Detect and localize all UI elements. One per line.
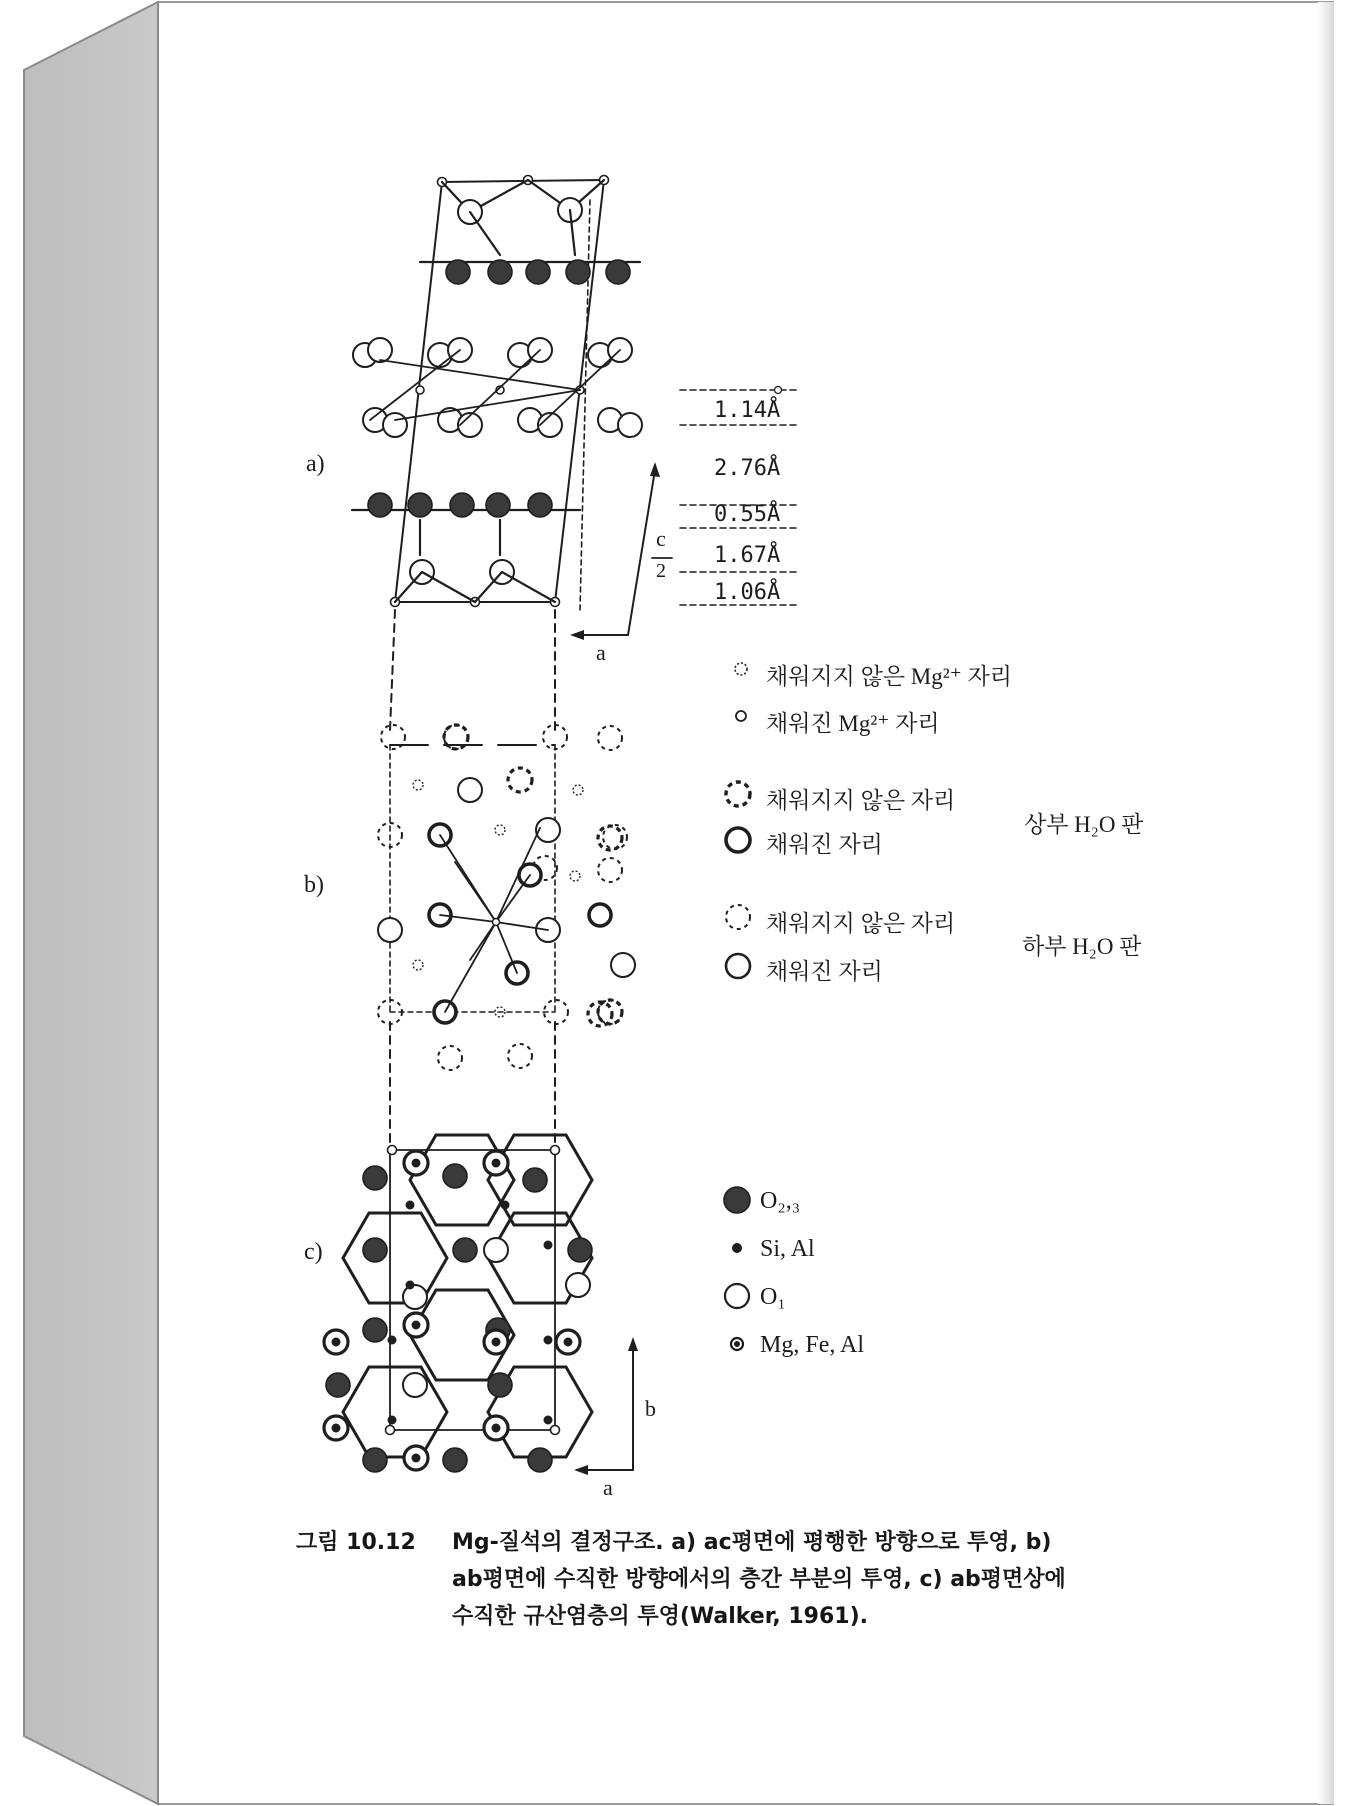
lower-filled-site (611, 953, 635, 977)
o23-filled-atom (326, 1373, 350, 1397)
upper-unfilled-site (508, 768, 532, 792)
spacing-1: 1.14Å (714, 398, 781, 423)
axis-label-b-bottom: b (645, 1396, 656, 1421)
caption-line-3: 수직한 규산염층의 투영(Walker, 1961). (452, 1604, 868, 1629)
spacing-3: 0.55Å (714, 502, 781, 527)
mg-fe-al-dot (332, 1338, 340, 1346)
mg-unfilled-site (573, 785, 583, 795)
bond-line (470, 212, 500, 255)
star-bond (445, 922, 496, 1012)
caption-body (452, 1524, 1212, 1635)
bond-line (395, 572, 422, 602)
o23-filled-atom (523, 1168, 547, 1192)
mg-fe-al-dot (492, 1424, 500, 1432)
mg-small-circle (551, 1426, 560, 1435)
o23-filled-atom (443, 1448, 467, 1472)
si-al-dot (388, 1336, 396, 1344)
bold-dashed-circle-icon (726, 782, 750, 806)
lower-filled-site (378, 918, 402, 942)
caption-line-2: ab평면에 수직한 방향에서의 층간 부분의 투영, c) ab평면상에 (452, 1567, 1066, 1592)
si-al-dot (406, 1281, 414, 1289)
o23-filled-atom (488, 260, 512, 284)
o1-open-atom (403, 1373, 427, 1397)
o23-filled-atom (568, 1238, 592, 1262)
legend-c-o1-label: O₁ (760, 1284, 786, 1310)
si-al-dot (544, 1336, 552, 1344)
o23-filled-atom (446, 260, 470, 284)
octahedral-bond (380, 360, 580, 390)
filled-circle-icon (724, 1187, 750, 1213)
o-water-atom (618, 413, 642, 437)
axis-label-a-bottom: a (603, 1475, 613, 1500)
o23-filled-atom (486, 493, 510, 517)
o-water-atom (368, 338, 392, 362)
connector-dashed-line (390, 610, 395, 730)
ring-dot-center (735, 1342, 740, 1347)
lower-filled-site (458, 778, 482, 802)
bold-circle-icon (726, 828, 750, 852)
circle-icon (726, 954, 750, 978)
mg-small-circle (388, 1146, 397, 1155)
o23-filled-atom (526, 260, 550, 284)
legend-lower-filled-label: 채워진 자리 (766, 959, 883, 984)
mg-unfilled-site (413, 780, 423, 790)
upper-filled-site (589, 904, 611, 926)
upper-unfilled-site (588, 1002, 612, 1026)
o23-filled-atom (528, 493, 552, 517)
caption-line-1: Mg-질석의 결정구조. a) ac평면에 평행한 방향으로 투영, b) (452, 1530, 1052, 1555)
mg-unfilled-site (570, 871, 580, 881)
si-al-dot (501, 1201, 509, 1209)
mg-small-circle (416, 386, 424, 394)
unfilled-water-site (598, 726, 622, 750)
o1-open-atom (484, 1238, 508, 1262)
small-circle-icon (736, 711, 746, 721)
star-bond (496, 875, 530, 922)
bond-line (422, 572, 475, 602)
spacing-marker (775, 387, 782, 394)
bond-line (475, 572, 502, 602)
legend-upper-unfilled-label: 채워지지 않은 자리 (766, 788, 956, 813)
axis-label-c-half-den: 2 (656, 560, 666, 582)
panel-label-a: a) (306, 451, 325, 477)
legend-mg-unfilled-label: 채워지지 않은 Mg²⁺ 자리 (766, 664, 1012, 689)
mg-fe-al-dot (492, 1338, 500, 1346)
o23-filled-atom (488, 1373, 512, 1397)
o23-filled-atom (368, 493, 392, 517)
star-bond (455, 862, 496, 922)
mg-fe-al-dot (412, 1321, 420, 1329)
o23-filled-atom (528, 1448, 552, 1472)
axis-label-a-top: a (596, 640, 606, 665)
c-axis-arrow (628, 470, 655, 635)
dotted-small-circle-icon (735, 663, 747, 675)
legend-mg-filled-label: 채워진 Mg²⁺ 자리 (766, 711, 940, 736)
o1-open-atom (566, 1273, 590, 1297)
mg-fe-al-dot (492, 1159, 500, 1167)
o23-filled-atom (606, 260, 630, 284)
mg-fe-al-dot (412, 1454, 420, 1462)
arrowhead (574, 1465, 588, 1475)
arrowhead (570, 630, 584, 640)
legend-upper-filled-label: 채워진 자리 (766, 832, 883, 857)
o23-filled-atom (363, 1238, 387, 1262)
mg-fe-al-dot (412, 1159, 420, 1167)
caption-label: 그림 10.12 (296, 1530, 416, 1555)
dot-icon (733, 1244, 742, 1253)
unfilled-water-site (438, 1046, 462, 1070)
arrowhead (650, 462, 660, 477)
o23-filled-atom (408, 493, 432, 517)
unfilled-water-site (508, 1044, 532, 1068)
legend-c-sial-label: Si, Al (760, 1236, 815, 1262)
unfilled-water-site (598, 858, 622, 882)
legend-lower-unfilled-label: 채워지지 않은 자리 (766, 911, 956, 936)
legend-upper-group: 상부 H₂O 판 (1024, 812, 1144, 837)
o1-open-atom (403, 1285, 427, 1309)
o23-filled-atom (363, 1166, 387, 1190)
spacing-5: 1.06Å (714, 580, 781, 605)
spacing-4: 1.67Å (714, 543, 781, 568)
mg-unfilled-site (413, 960, 423, 970)
o-water-atom (383, 413, 407, 437)
o23-filled-atom (443, 1164, 467, 1188)
mg-center (493, 919, 500, 926)
dashed-circle-icon (726, 905, 750, 929)
arrowhead (628, 1337, 638, 1351)
mg-small-circle (551, 1146, 560, 1155)
hex-ring (343, 1367, 447, 1457)
upper-unfilled-site (598, 826, 622, 850)
o23-filled-atom (363, 1318, 387, 1342)
si-al-dot (544, 1241, 552, 1249)
si-al-dot (544, 1416, 552, 1424)
bond-line (502, 572, 555, 602)
legend-c-o23-label: O₂,₃ (760, 1188, 801, 1214)
legend-lower-group: 하부 H₂O 판 (1022, 934, 1142, 959)
star-bond (496, 922, 517, 973)
o23-filled-atom (453, 1238, 477, 1262)
panel-label-c: c) (304, 1239, 323, 1265)
panel-label-b: b) (304, 872, 324, 898)
o23-filled-atom (363, 1448, 387, 1472)
mg-fe-al-dot (332, 1424, 340, 1432)
spacing-2: 2.76Å (714, 456, 781, 481)
si-al-dot (388, 1416, 396, 1424)
legend-c-mgfeal-label: Mg, Fe, Al (760, 1332, 865, 1358)
open-circle-icon (725, 1284, 749, 1308)
o23-filled-atom (450, 493, 474, 517)
axis-label-c-half-num: c (656, 526, 666, 551)
hex-ring (343, 1213, 447, 1303)
mg-small-circle (386, 1426, 395, 1435)
si-al-dot (406, 1201, 414, 1209)
mg-unfilled-site (495, 825, 505, 835)
o23-filled-atom (566, 260, 590, 284)
mg-fe-al-dot (564, 1338, 572, 1346)
